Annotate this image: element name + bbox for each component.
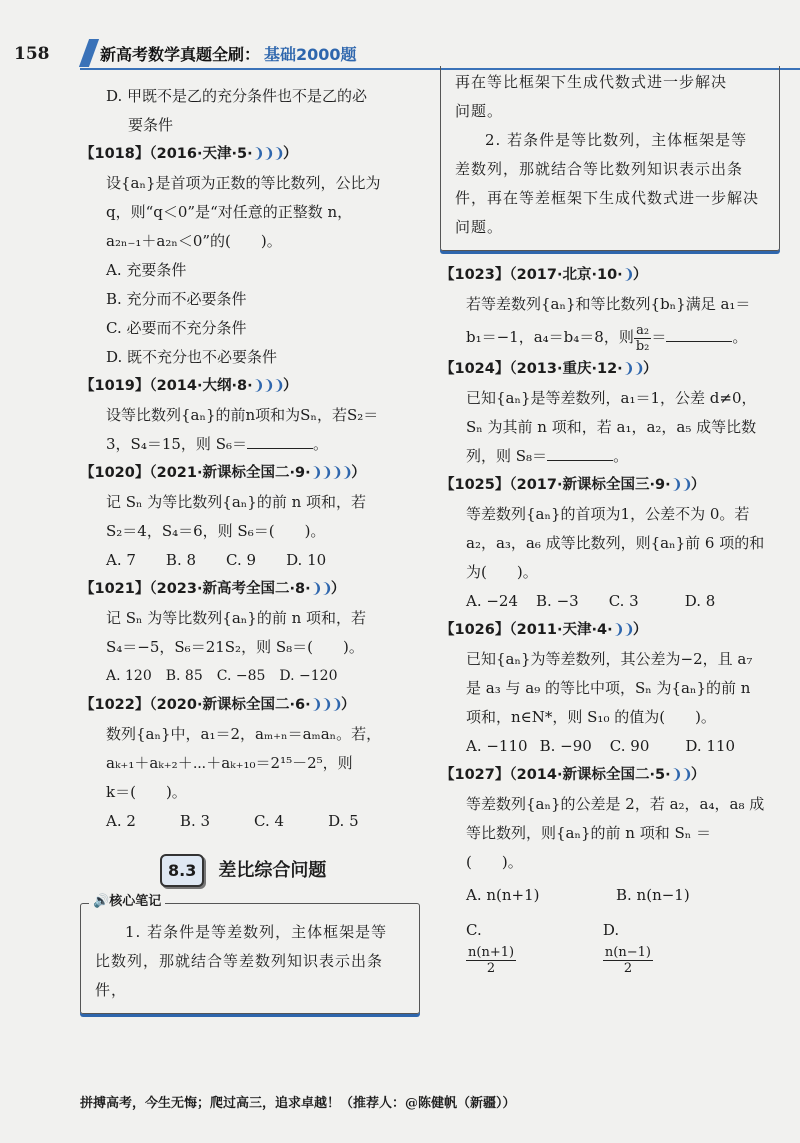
option-d: D. 110 xyxy=(685,737,736,755)
section-heading xyxy=(160,854,420,887)
question-heading: 【1026】（2011·天津·4· xyxy=(440,622,613,638)
question-header-1018 xyxy=(80,140,420,169)
note-paragraph: 1. 若条件是等差数列，主体框架是等 xyxy=(125,923,388,941)
options-row xyxy=(440,587,780,616)
option-c xyxy=(466,916,603,976)
question-text-line: 设{aₙ}是首项为正数的等比数列，公比为 xyxy=(106,174,381,192)
note-line: 再在等比框架下生成代数式进一步解决 xyxy=(455,73,728,91)
question-header-1019 xyxy=(80,372,420,401)
option-c: C. 9 xyxy=(226,551,257,569)
option-c: C. 90 xyxy=(609,737,650,755)
option-b: B. −3 xyxy=(536,592,579,610)
question-heading-close: ） xyxy=(351,465,366,481)
options-row xyxy=(80,546,420,575)
page-number: 158 xyxy=(14,44,50,64)
note-line: 问题。 xyxy=(455,218,504,236)
difficulty-moons-icon: ❩ xyxy=(622,267,633,283)
difficulty-moons-icon: ❩❩❩❩ xyxy=(310,465,352,481)
fraction-denominator: 2 xyxy=(486,961,496,976)
question-text-line xyxy=(80,430,420,459)
options-row xyxy=(440,916,780,976)
question-heading-close: ） xyxy=(690,477,706,493)
option-b: B. 85 xyxy=(165,668,203,684)
question-header-1025 xyxy=(440,471,780,500)
difficulty-moons-icon: ❩❩ xyxy=(622,361,643,377)
question-text-line: 等比数列，则{aₙ}的前 n 项和 Sₙ ＝ xyxy=(466,824,712,842)
question-heading: 【1020】（2021·新课标全国二·9· xyxy=(80,465,311,481)
carry-option-line: D. 甲既不是乙的充分条件也不是乙的必 xyxy=(106,87,368,105)
core-note-label-text: 核心笔记 xyxy=(109,894,162,909)
question-heading-close: ） xyxy=(330,581,346,597)
book-subtitle: 基础2000题 xyxy=(264,44,357,64)
question-heading: 【1023】（2017·北京·10· xyxy=(440,267,623,283)
options-row xyxy=(80,662,420,691)
question-text-line: 记 Sₙ 为等比数列{aₙ}的前 n 项和，若 xyxy=(106,493,367,511)
question-header-1024 xyxy=(440,355,780,384)
option-line: D. 既不充分也不必要条件 xyxy=(106,348,278,366)
option-d xyxy=(603,916,750,976)
option-label: D. xyxy=(602,921,620,939)
question-header-1020 xyxy=(80,459,420,488)
question-heading: 【1019】（2014·大纲·8· xyxy=(80,378,253,394)
question-text-line: 若等差数列{aₙ}和等比数列{bₙ}满足 a₁＝ xyxy=(466,295,751,313)
note-line: 件，再在等差框架下生成代数式进一步解决 xyxy=(455,189,760,207)
option-d: D. −120 xyxy=(279,668,338,684)
question-heading: 【1022】（2020·新课标全国二·6· xyxy=(80,697,311,713)
fraction-numerator: n(n−1) xyxy=(604,945,651,960)
option-b: B. n(n−1) xyxy=(616,886,690,904)
note-paragraph-cont: 比数列，那就结合等差数列知识表示出条件， xyxy=(95,952,384,999)
option-a: A. −24 xyxy=(466,592,519,610)
question-text-line: k＝( )。 xyxy=(106,783,187,801)
question-heading-close: ） xyxy=(632,622,648,638)
footer-motto: 拼搏高考，今生无悔；爬过高三，追求卓越！（推荐人：@陈健帆（新疆）） xyxy=(80,1096,516,1111)
option-a: A. n(n+1) xyxy=(466,886,540,904)
header-slash-decoration xyxy=(79,39,99,67)
question-heading-close: ） xyxy=(632,267,648,283)
question-text-line: Sₙ 为其前 n 项和，若 a₁，a₂，a₅ 成等比数 xyxy=(466,418,757,436)
question-text-line: 已知{aₙ}是等差数列，a₁＝1，公差 d≠0， xyxy=(466,389,757,407)
question-text: b₁＝−1，a₄＝b₄＝8，则 xyxy=(466,328,634,346)
option-c: C. −85 xyxy=(216,668,266,684)
question-text-line: ( )。 xyxy=(466,853,523,871)
fraction-denominator: 2 xyxy=(623,961,633,976)
right-column xyxy=(440,73,780,976)
difficulty-moons-icon: ❩❩❩ xyxy=(252,378,284,394)
option-a: A. 2 xyxy=(106,812,136,830)
question-header-1026 xyxy=(440,616,780,645)
core-note-box xyxy=(80,894,420,1014)
note-line: 问题。 xyxy=(455,102,504,120)
question-text-line: aₖ₊₁＋aₖ₊₂＋⋯＋aₖ₊₁₀＝2¹⁵－2⁵，则 xyxy=(106,754,353,772)
core-note-box-continued xyxy=(440,66,780,251)
question-header-1022 xyxy=(80,691,420,720)
question-text-line: 等差数列{aₙ}的首项为1，公差不为 0。若 xyxy=(466,505,750,523)
question-text: 3，S₄＝15，则 S₆＝ xyxy=(106,435,247,453)
answer-blank xyxy=(547,446,613,461)
difficulty-moons-icon: ❩❩ xyxy=(670,477,691,493)
option-d: D. 8 xyxy=(684,592,716,610)
option-d: D. 10 xyxy=(286,551,327,569)
period: 。 xyxy=(613,447,629,465)
options-row xyxy=(440,732,780,761)
question-text-line: 项和，n∈N*，则 S₁₀ 的值为( )。 xyxy=(466,708,716,726)
question-text-line xyxy=(440,319,780,355)
question-text-line xyxy=(440,442,780,471)
question-text-line: 设等比数列{aₙ}的前n项和为Sₙ，若S₂＝ xyxy=(106,406,379,424)
difficulty-moons-icon: ❩❩ xyxy=(612,622,633,638)
book-title: 新高考数学真题全刷： xyxy=(100,44,261,64)
question-text-line: q，则“q＜0”是“对任意的正整数 n， xyxy=(106,203,353,221)
fraction-numerator: n(n+1) xyxy=(468,945,515,960)
fraction xyxy=(634,323,652,354)
option-c: C. 4 xyxy=(254,812,285,830)
speaker-icon: 🔊 xyxy=(93,894,110,909)
option-c: C. 3 xyxy=(608,592,639,610)
answer-blank xyxy=(247,434,313,449)
question-heading: 【1018】（2016·天津·5· xyxy=(80,146,253,162)
difficulty-moons-icon: ❩❩ xyxy=(670,767,691,783)
core-note-label xyxy=(89,892,165,912)
option-label: C. xyxy=(466,921,482,939)
question-text-line: S₄＝−5，S₆＝21S₂，则 S₈＝( )。 xyxy=(106,638,364,656)
option-a: A. −110 xyxy=(466,737,528,755)
left-column xyxy=(80,82,420,1014)
question-text-line: 记 Sₙ 为等比数列{aₙ}的前 n 项和，若 xyxy=(106,609,367,627)
note-line: 差数列，那就结合等比数列知识表示出条 xyxy=(455,160,744,178)
fraction-numerator: a₂ xyxy=(634,323,652,339)
period: 。 xyxy=(732,328,748,346)
note-line: 2. 若条件是等比数列，主体框架是等 xyxy=(485,131,748,149)
question-text-line: 等差数列{aₙ}的公差是 2，若 a₂，a₄，a₈ 成 xyxy=(466,795,765,813)
question-heading-close: ） xyxy=(283,146,298,162)
option-d: D. 5 xyxy=(328,812,359,830)
equals: ＝ xyxy=(651,328,667,346)
fraction xyxy=(466,945,546,976)
question-heading: 【1027】（2014·新课标全国二·5· xyxy=(440,767,671,783)
question-heading: 【1021】（2023·新高考全国二·8· xyxy=(80,581,311,597)
question-header-1027 xyxy=(440,761,780,790)
question-heading-close: ） xyxy=(341,697,356,713)
options-row xyxy=(80,807,420,836)
question-heading: 【1025】（2017·新课标全国三·9· xyxy=(440,477,671,493)
carry-option-line: 要条件 xyxy=(128,116,174,134)
period: 。 xyxy=(312,435,328,453)
running-header xyxy=(84,38,384,68)
option-line: C. 必要而不充分条件 xyxy=(106,319,247,337)
difficulty-moons-icon: ❩❩ xyxy=(310,581,331,597)
question-text-line: 是 a₃ 与 a₉ 的等比中项，Sₙ 为{aₙ}的前 n xyxy=(466,679,751,697)
option-a: A. 7 xyxy=(106,551,136,569)
options-row xyxy=(440,881,780,910)
question-text-line: a₂，a₃，a₆ 成等比数列，则{aₙ}前 6 项的和 xyxy=(466,534,765,552)
question-text-line: 数列{aₙ}中，a₁＝2，aₘ₊ₙ＝aₘaₙ。若， xyxy=(106,725,382,743)
section-title: 差比综合问题 xyxy=(218,860,327,881)
question-text: 列，则 S₈＝ xyxy=(466,447,548,465)
question-text-line: a₂ₙ₋₁＋a₂ₙ＜0”的( )。 xyxy=(106,232,282,250)
question-heading-close: ） xyxy=(283,378,298,394)
option-line: B. 充分而不必要条件 xyxy=(106,290,247,308)
section-number-badge: 8.3 xyxy=(160,854,204,887)
question-heading: 【1024】（2013·重庆·12· xyxy=(440,361,623,377)
fraction-denominator: b₂ xyxy=(635,338,650,354)
option-line: A. 充要条件 xyxy=(106,261,187,279)
question-text-line: 已知{aₙ}为等差数列，其公差为−2，且 a₇ xyxy=(466,650,753,668)
difficulty-moons-icon: ❩❩❩ xyxy=(252,146,284,162)
difficulty-moons-icon: ❩❩❩ xyxy=(310,697,342,713)
option-b: B. −90 xyxy=(539,737,592,755)
question-text-line: S₂＝4，S₄＝6，则 S₆＝( )。 xyxy=(106,522,326,540)
option-a: A. 120 xyxy=(106,668,152,684)
question-header-1023 xyxy=(440,261,780,290)
fraction xyxy=(603,945,683,976)
question-heading-close: ） xyxy=(690,767,706,783)
answer-blank xyxy=(666,327,732,342)
option-b: B. 3 xyxy=(179,812,211,830)
question-heading-close: ） xyxy=(642,361,658,377)
question-text-line: 为( )。 xyxy=(466,563,538,581)
option-b: B. 8 xyxy=(165,551,197,569)
question-header-1021 xyxy=(80,575,420,604)
